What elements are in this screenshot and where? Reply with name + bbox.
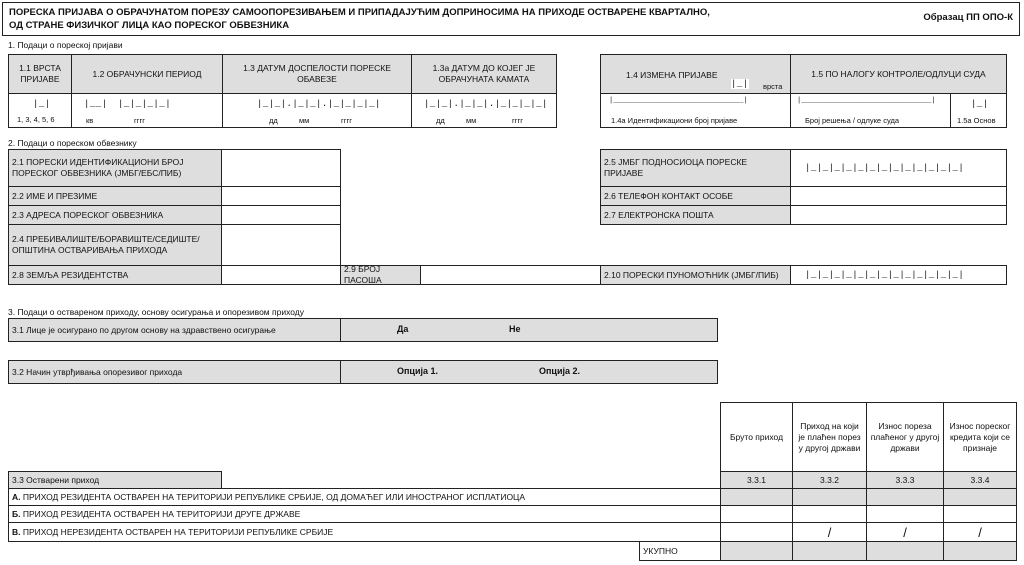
field-2-3-label: 2.3 АДРЕСА ПОРЕСКОГ ОБВЕЗНИКА	[8, 205, 222, 225]
slash-mark: /	[827, 524, 832, 540]
field-1-3a-mm: мм	[466, 116, 477, 125]
field-1-3-mm: мм	[299, 116, 310, 125]
slash-mark: /	[978, 524, 982, 540]
field-1-4-box[interactable]: |_|	[731, 79, 749, 89]
income-row-b-gross[interactable]	[720, 505, 793, 523]
field-2-1-label: 2.1 ПОРЕСКИ ИДЕНТИФИКАЦИОНИ БРОЈ ПОРЕСКОГ ОБВЕЗНИКА (ЈМБГ/ЕБС/ПИБ)	[8, 149, 222, 187]
field-2-4-input[interactable]	[221, 224, 341, 266]
income-row-v-text: ПРИХОД НЕРЕЗИДЕНТА ОСТВАРЕН НА ТЕРИТОРИЈИ РЕПУБЛИКЕ СРБИЈЕ	[20, 526, 334, 537]
field-1-3a-input[interactable]	[411, 93, 557, 128]
form-code: Образац ПП ОПО-К	[923, 12, 1013, 23]
field-2-6-label: 2.6 ТЕЛЕФОН КОНТАКТ ОСОБЕ	[600, 186, 791, 206]
field-1-4-vrsta: врста	[763, 82, 783, 91]
income-row-v-prefix: В.	[12, 526, 21, 537]
field-2-5-boxes: |_|_|_|_|_|_|_|_|_|_|_|_|_|	[805, 163, 965, 173]
field-1-3a-date-boxes: |_|_|.|_|_|.|_|_|_|_|	[424, 99, 548, 109]
field-2-6-input[interactable]	[790, 186, 1007, 206]
total-gross[interactable]	[720, 541, 793, 561]
field-2-9-input[interactable]	[420, 265, 601, 285]
field-1-2-year-box: |_|_|_|_|	[118, 99, 172, 109]
field-1-5-input[interactable]	[790, 93, 951, 128]
field-3-2-options	[340, 360, 718, 384]
total-taxed-abroad[interactable]	[792, 541, 867, 561]
income-row-v-tax-paid	[866, 522, 944, 542]
income-row-b-taxed-abroad[interactable]	[792, 505, 867, 523]
field-1-3-dd: дд	[269, 116, 278, 125]
field-2-7-input[interactable]	[790, 205, 1007, 225]
total-credit[interactable]	[943, 541, 1017, 561]
form-header	[2, 2, 1020, 36]
field-3-1-yes[interactable]: Да	[397, 324, 409, 334]
income-row-a-taxed-abroad[interactable]	[792, 488, 867, 506]
field-3-1-options	[340, 318, 718, 342]
field-1-3-date-boxes: |_|_|.|_|_|.|_|_|_|_|	[257, 99, 381, 109]
col-header-gross-income: Бруто приход	[720, 402, 793, 472]
col-code-3-3-2: 3.3.2	[792, 471, 867, 489]
income-row-b-tax-paid[interactable]	[866, 505, 944, 523]
field-1-2-label: 1.2 ОБРАЧУНСКИ ПЕРИОД	[71, 54, 223, 94]
field-2-9-label: 2.9 БРОЈ ПАСОША	[340, 265, 421, 285]
field-2-7-label: 2.7 ЕЛЕКТРОНСКА ПОШТА	[600, 205, 791, 225]
field-2-8-label: 2.8 ЗЕМЉА РЕЗИДЕНТСТВА	[8, 265, 222, 285]
field-1-1-box: |_|	[33, 99, 51, 109]
income-row-a-label	[8, 488, 721, 506]
field-1-5-sub: Број решења / одлуке суда	[805, 116, 899, 125]
field-1-1-input[interactable]	[8, 93, 72, 128]
field-1-2-input[interactable]	[71, 93, 223, 128]
form-title-line2: ОД СТРАНЕ ФИЗИЧКОГ ЛИЦА КАО ПОРЕСКОГ ОБВЕЗНИКА	[9, 20, 290, 31]
col-code-3-3-3: 3.3.3	[866, 471, 944, 489]
field-3-2-label: 3.2 Начин утврђивања опорезивог прихода	[8, 360, 341, 384]
field-1-3-label: 1.3 ДАТУМ ДОСПЕЛОСТИ ПОРЕСКЕ ОБАВЕЗЕ	[222, 54, 412, 94]
field-1-3a-dd: дд	[436, 116, 445, 125]
section1-title: 1. Подаци о пореској пријави	[8, 40, 123, 50]
total-label: УКУПНО	[639, 541, 721, 561]
section2-title: 2. Подаци о пореском обвезнику	[8, 138, 137, 148]
total-tax-paid[interactable]	[866, 541, 944, 561]
field-3-2-option2[interactable]: Опција 2.	[539, 366, 581, 376]
col-header-tax-credit: Износ пореског кредита који се признаје	[943, 402, 1017, 472]
field-1-1-label: 1.1 ВРСТА ПРИЈАВЕ	[8, 54, 72, 94]
col-code-3-3-4: 3.3.4	[943, 471, 1017, 489]
field-2-2-input[interactable]	[221, 186, 341, 206]
field-1-2-year-sub: гггг	[134, 116, 145, 125]
field-1-2-quarter-box: |__|	[84, 99, 108, 109]
field-1-5a-box: |_|	[971, 99, 989, 109]
field-1-3-input[interactable]	[222, 93, 412, 128]
income-row-a-text: ПРИХОД РЕЗИДЕНТА ОСТВАРЕН НА ТЕРИТОРИЈИ РЕПУБЛИКЕ СРБИЈЕ, ОД ДОМАЋЕГ ИЛИ ИНОСТРАНОГ ИСПЛАТИОЦА	[20, 491, 526, 502]
income-row-b-prefix: Б.	[12, 508, 21, 519]
field-2-2-label: 2.2 ИМЕ И ПРЕЗИМЕ	[8, 186, 222, 206]
field-2-10-boxes: |_|_|_|_|_|_|_|_|_|_|_|_|_|	[805, 270, 965, 280]
field-3-1-label: 3.1 Лице је осигурано по другом основу на здравствено осигурање	[8, 318, 341, 342]
form-title-line1: ПОРЕСКА ПРИЈАВА О ОБРАЧУНАТОМ ПОРЕЗУ САМООПОРЕЗИВАЊЕМ И ПРИПАДАЈУЋИМ ДОПРИНОСИМА НА ПРИХОДЕ ОСТВАРЕНЕ КВАРТАЛНО,	[9, 7, 710, 18]
section3-title: 3. Подаци о оствареном приходу, основу осигурања и опорезивом приходу	[8, 307, 304, 317]
field-3-2-option1[interactable]: Опција 1.	[397, 366, 439, 376]
field-2-3-input[interactable]	[221, 205, 341, 225]
field-2-5-input[interactable]	[790, 149, 1007, 187]
field-1-4-header	[600, 54, 791, 94]
field-1-2-quarter-sub: кв	[86, 116, 94, 125]
field-1-5a-label: 1.5а Основ	[957, 116, 996, 125]
income-row-a-credit[interactable]	[943, 488, 1017, 506]
slash-mark: /	[903, 524, 907, 540]
field-1-4a-label: 1.4а Идентификациони број пријаве	[611, 116, 738, 125]
field-2-8-input[interactable]	[221, 265, 341, 285]
field-1-3a-label: 1.3а ДАТУМ ДО КОЈЕГ ЈЕ ОБРАЧУНАТА КАМАТА	[411, 54, 557, 94]
income-row-v-credit	[943, 522, 1017, 542]
income-row-b-label	[8, 505, 721, 523]
field-1-4a-input[interactable]	[600, 93, 791, 128]
field-1-5-label: 1.5 ПО НАЛОГУ КОНТРОЛЕ/ОДЛУЦИ СУДА	[790, 54, 1007, 94]
income-row-v-label	[8, 522, 721, 542]
field-3-1-no[interactable]: Не	[509, 324, 521, 334]
col-header-tax-paid-abroad: Износ пореза плаћеног у другој држави	[866, 402, 944, 472]
field-1-4-label: 1.4 ИЗМЕНА ПРИЈАВЕ	[626, 70, 718, 80]
field-1-4a-line: |_______________________________|	[609, 97, 748, 105]
income-row-v-gross[interactable]	[720, 522, 793, 542]
field-2-4-label: 2.4 ПРЕБИВАЛИШТЕ/БОРАВИШТЕ/СЕДИШТЕ/ ОПШТИНА ОСТВАРИВАЊА ПРИХОДА	[8, 224, 222, 266]
income-row-v-taxed-abroad	[792, 522, 867, 542]
income-row-b-text: ПРИХОД РЕЗИДЕНТА ОСТВАРЕН НА ТЕРИТОРИЈИ ДРУГЕ ДРЖАВЕ	[20, 508, 301, 519]
income-row-a-prefix: А.	[12, 491, 21, 502]
income-row-a-tax-paid[interactable]	[866, 488, 944, 506]
field-2-10-label: 2.10 ПОРЕСКИ ПУНОМОЋНИК (ЈМБГ/ПИБ)	[600, 265, 791, 285]
field-2-5-label: 2.5 ЈМБГ ПОДНОСИОЦА ПОРЕСКЕ ПРИЈАВЕ	[600, 149, 791, 187]
col-code-3-3-1: 3.3.1	[720, 471, 793, 489]
income-row-b-credit[interactable]	[943, 505, 1017, 523]
field-1-3-yyyy: гггг	[341, 116, 352, 125]
field-2-1-input[interactable]	[221, 149, 341, 187]
field-1-5a-input[interactable]	[950, 93, 1007, 128]
field-1-3a-yyyy: гггг	[512, 116, 523, 125]
col-header-income-taxed-abroad: Приход на који је плаћен порез у другој држави	[792, 402, 867, 472]
income-row-a-gross[interactable]	[720, 488, 793, 506]
field-2-10-input[interactable]	[790, 265, 1007, 285]
field-3-3-label: 3.3 Остварени приход	[8, 471, 222, 489]
field-1-1-values: 1, 3, 4, 5, 6	[17, 115, 55, 124]
field-1-5-line: |_______________________________|	[797, 97, 936, 105]
